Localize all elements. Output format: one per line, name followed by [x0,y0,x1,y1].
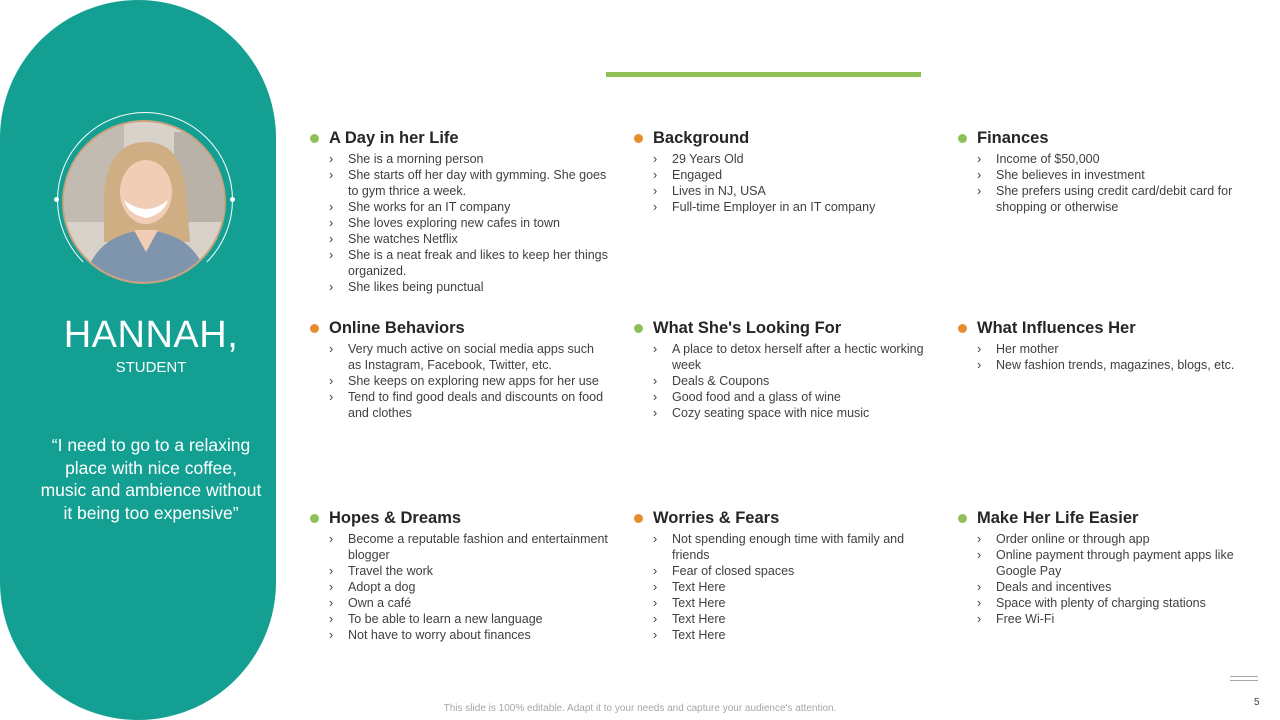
chevron-right-icon: › [329,564,334,578]
chevron-right-icon: › [653,152,658,166]
list-item-text: Order online or through app [996,532,1150,546]
list-item [653,341,934,373]
list-item [977,341,1258,357]
chevron-right-icon: › [977,184,982,198]
list-item [653,611,934,627]
list-item [329,531,610,563]
list-item-text: She keeps on exploring new apps for her use [348,374,599,388]
chevron-right-icon: › [329,168,334,182]
list-item [329,627,610,643]
list-item [977,167,1258,183]
bullet-dot-icon [958,514,967,523]
list-item-text: Adopt a dog [348,580,416,594]
card-title: Online Behaviors [329,318,465,337]
list-item [653,183,934,199]
chevron-right-icon: › [329,200,334,214]
list-item-text: Free Wi-Fi [996,612,1055,626]
bullet-dot-icon [310,134,319,143]
bullet-dot-icon [958,134,967,143]
footer-note: This slide is 100% editable. Adapt it to your needs and capture your audience's attention. [443,703,837,714]
card-header [310,127,610,149]
list-item-text: Online payment through payment apps like Google Pay [996,548,1234,578]
chevron-right-icon: › [977,152,982,166]
card-make-her-life-easier [958,507,1258,627]
list-item-text: She is a morning person [348,152,484,166]
chevron-right-icon: › [977,548,982,562]
list-item [977,183,1258,215]
chevron-right-icon: › [653,612,658,626]
chevron-right-icon: › [329,612,334,626]
card-list [634,531,934,643]
card-what-influences-her [958,317,1258,373]
list-item-text: Own a café [348,596,412,610]
chevron-right-icon: › [329,374,334,388]
persona-photo [62,120,226,284]
list-item [653,563,934,579]
list-item-text: Not have to worry about finances [348,628,531,642]
card-header [634,507,934,529]
list-item [329,373,610,389]
list-item-text: New fashion trends, magazines, blogs, etc. [996,358,1235,372]
chevron-right-icon: › [329,152,334,166]
card-a-day-in-her-life [310,127,610,295]
card-header [310,317,610,339]
list-item-text: Lives in NJ, USA [672,184,766,198]
list-item-text: Space with plenty of charging stations [996,596,1206,610]
chevron-right-icon: › [329,280,334,294]
list-item-text: She is a neat freak and likes to keep her things organized. [348,248,608,278]
list-item [653,627,934,643]
page-number-lines [1230,676,1258,684]
list-item-text: Text Here [672,612,726,626]
list-item-text: She starts off her day with gymming. She goes to gym thrice a week. [348,168,607,198]
page-number: 5 [1254,697,1260,708]
list-item-text: A place to detox herself after a hectic working week [672,342,924,372]
list-item [653,199,934,215]
bullet-dot-icon [958,324,967,333]
card-worries-and-fears [634,507,934,643]
list-item-text: Very much active on social media apps such as Instagram, Facebook, Twitter, etc. [348,342,594,372]
card-background [634,127,934,215]
persona-quote: “I need to go to a relaxing place with nice coffee, music and ambience without it being too expensive” [40,435,262,523]
arc-dot-right [230,197,235,202]
chevron-right-icon: › [653,374,658,388]
card-online-behaviors [310,317,610,421]
card-header [634,317,934,339]
list-item [329,341,610,373]
chevron-right-icon: › [329,390,334,404]
bullet-dot-icon [310,324,319,333]
list-item-text: Text Here [672,628,726,642]
list-item [653,405,934,421]
card-hopes-and-dreams [310,507,610,643]
list-item [329,215,610,231]
list-item-text: Become a reputable fashion and entertainment blogger [348,532,608,562]
card-header [958,507,1258,529]
chevron-right-icon: › [653,580,658,594]
list-item-text: 29 Years Old [672,152,744,166]
chevron-right-icon: › [977,358,982,372]
list-item [653,579,934,595]
accent-bar [606,72,921,77]
card-list [958,531,1258,627]
list-item [329,231,610,247]
list-item-text: Good food and a glass of wine [672,390,841,404]
card-title: Finances [977,128,1049,147]
chevron-right-icon: › [653,200,658,214]
arc-dot-left [54,197,59,202]
list-item [329,563,610,579]
list-item-text: Engaged [672,168,723,182]
list-item [329,167,610,199]
list-item [653,595,934,611]
card-finances [958,127,1258,215]
chevron-right-icon: › [329,580,334,594]
card-header [958,317,1258,339]
chevron-right-icon: › [653,406,658,420]
list-item [653,167,934,183]
list-item [653,373,934,389]
list-item [329,389,610,421]
list-item-text: Deals and incentives [996,580,1112,594]
list-item [977,547,1258,579]
card-title: Make Her Life Easier [977,508,1139,527]
chevron-right-icon: › [329,342,334,356]
list-item [977,611,1258,627]
chevron-right-icon: › [977,612,982,626]
list-item-text: She works for an IT company [348,200,511,214]
chevron-right-icon: › [329,216,334,230]
list-item-text: Text Here [672,596,726,610]
chevron-right-icon: › [977,168,982,182]
list-item [329,611,610,627]
list-item-text: She prefers using credit card/debit card for shopping or otherwise [996,184,1233,214]
list-item-text: Her mother [996,342,1059,356]
list-item [977,151,1258,167]
list-item [329,595,610,611]
chevron-right-icon: › [653,628,658,642]
list-item-text: She loves exploring new cafes in town [348,216,560,230]
bullet-dot-icon [634,134,643,143]
card-list [310,531,610,643]
chevron-right-icon: › [329,596,334,610]
card-header [310,507,610,529]
card-list [310,151,610,295]
card-title: What She's Looking For [653,318,842,337]
bullet-dot-icon [310,514,319,523]
card-list [310,341,610,421]
list-item [653,151,934,167]
list-item-text: Full-time Employer in an IT company [672,200,876,214]
list-item [653,389,934,405]
chevron-right-icon: › [977,532,982,546]
list-item [977,579,1258,595]
card-list [958,151,1258,215]
chevron-right-icon: › [653,168,658,182]
list-item [977,595,1258,611]
card-title: Hopes & Dreams [329,508,462,527]
chevron-right-icon: › [653,564,658,578]
card-what-shes-looking-for [634,317,934,421]
list-item-text: Travel the work [348,564,433,578]
chevron-right-icon: › [653,184,658,198]
card-title: What Influences Her [977,318,1136,337]
list-item-text: She likes being punctual [348,280,484,294]
card-list [958,341,1258,373]
list-item [329,579,610,595]
chevron-right-icon: › [329,532,334,546]
list-item-text: Deals & Coupons [672,374,770,388]
chevron-right-icon: › [653,596,658,610]
bullet-dot-icon [634,514,643,523]
list-item [977,531,1258,547]
bullet-dot-icon [634,324,643,333]
list-item-text: Text Here [672,580,726,594]
card-title: A Day in her Life [329,128,459,147]
chevron-right-icon: › [653,390,658,404]
list-item-text: Income of $50,000 [996,152,1100,166]
chevron-right-icon: › [329,628,334,642]
persona-name: HANNAH, [63,314,239,356]
card-list [634,341,934,421]
card-title: Worries & Fears [653,508,780,527]
list-item [977,357,1258,373]
list-item [329,279,610,295]
chevron-right-icon: › [977,580,982,594]
list-item-text: Cozy seating space with nice music [672,406,870,420]
chevron-right-icon: › [653,342,658,356]
list-item-text: Not spending enough time with family and friends [672,532,905,562]
list-item [329,151,610,167]
person-photo-icon [64,122,224,282]
list-item-text: Tend to find good deals and discounts on food and clothes [348,390,604,420]
list-item-text: Fear of closed spaces [672,564,795,578]
chevron-right-icon: › [977,596,982,610]
card-title: Background [653,128,750,147]
chevron-right-icon: › [653,532,658,546]
card-header [634,127,934,149]
persona-role: STUDENT [115,359,187,376]
chevron-right-icon: › [977,342,982,356]
card-header [958,127,1258,149]
card-list [634,151,934,215]
list-item [653,531,934,563]
chevron-right-icon: › [329,232,334,246]
list-item-text: She believes in investment [996,168,1145,182]
list-item [329,199,610,215]
list-item-text: She watches Netflix [348,232,458,246]
list-item-text: To be able to learn a new language [348,612,543,626]
list-item [329,247,610,279]
chevron-right-icon: › [329,248,334,262]
